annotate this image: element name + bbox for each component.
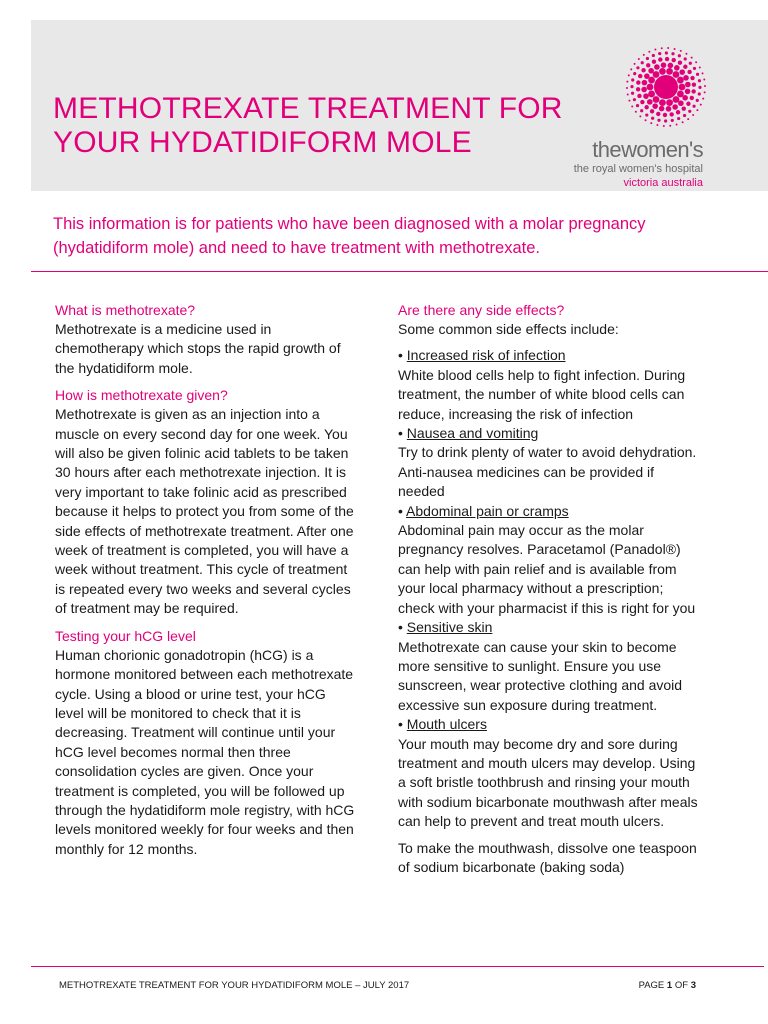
title-line-2: YOUR HYDATIDIFORM MOLE <box>53 126 472 159</box>
side-effects-intro: Some common side effects include: <box>398 321 619 337</box>
paragraph-what-is: Methotrexate is a medicine used in chemotherapy which stops the rapid growth of the hydatidiform mole. <box>55 321 341 376</box>
side-effect-text: White blood cells help to fight infection. During treatment, the number of white blood cells can reduce, increasing the risk of infection <box>398 366 686 422</box>
paragraph-testing-hcg: Human chorionic gonadotropin (hCG) is a hormone monitored between each methotrexate cycle. Using a blood or urine test, your hCG level will be monitored to check that it is decreasing. Treatment will continue until your hCG level becomes normal then three consolidation cycles are given. Once your treatment is completed, you will be followed up through the hydatidiform mole registry, with hCG levels monitored weekly for four weeks and then monthly for 12 months. <box>55 646 355 857</box>
heading-side-effects: Are there any side effects? <box>398 302 565 318</box>
side-effect-title <box>398 346 698 365</box>
logo-name: thewomen's <box>592 137 703 162</box>
page-current: 1 <box>666 980 673 991</box>
page-total: 3 <box>690 980 696 991</box>
page-label: PAGE <box>638 980 665 991</box>
side-effect-title-text: Sensitive skin <box>406 619 493 636</box>
side-effect-title-text: Increased risk of infection <box>406 347 566 364</box>
mouthwash-paragraph: To make the mouthwash, dissolve one teaspoon of sodium bicarbonate (baking soda) <box>398 839 697 875</box>
intro-text: This information is for patients who have been diagnosed with a molar pregnancy (hydatidiform mole) and need to have treatment with methotrexate. <box>53 215 646 257</box>
side-effect-text: Abdominal pain may occur as the molar pregnancy resolves. Paracetamol (Panadol®) can help with pain relief and is available from your local pharmacy without a prescription; check with your pharmacist if this is right for you <box>398 522 696 616</box>
flower-dots-icon <box>625 46 707 128</box>
side-effect-title <box>398 424 698 443</box>
side-effect-title <box>398 502 698 521</box>
bullet-glyph: • <box>398 716 403 733</box>
heading-how-given: How is methotrexate given? <box>55 387 228 404</box>
footer-page-number <box>639 980 696 991</box>
side-effect-title-text: Nausea and vomiting <box>406 425 539 442</box>
heading-testing-hcg: Testing your hCG level <box>55 627 196 644</box>
bullet-glyph: • <box>398 347 403 364</box>
paragraph-how-given: Methotrexate is given as an injection into a muscle on every second day for one week. You will also be given folinic acid tablets to be taken 30 hours after each methotrexate injection. It is very important to take folinic acid as prescribed because it helps to protect you from some of the side effects of methotrexate treatment. After one week of treatment is completed, you will have a week without treatment. This cycle of treatment is repeated every two weeks and several cycles of treatment may be required. <box>55 406 354 617</box>
page-title <box>53 92 563 160</box>
header-banner <box>31 20 768 191</box>
side-effect-title <box>398 715 698 734</box>
side-effect-text: Your mouth may become dry and sore during treatment and mouth ulcers may develop. Using a soft bristle toothbrush and rinsing your mouth with sodium bicarbonate mouthwash after meals can help to prevent and treat mouth ulcers. <box>398 735 698 830</box>
side-effect-title-text: Abdominal pain or cramps <box>406 502 569 519</box>
bottom-divider <box>31 966 764 967</box>
title-line-1: METHOTREXATE TREATMENT FOR <box>53 92 563 125</box>
side-effect-text: Try to drink plenty of water to avoid dehydration. Anti-nausea medicines can be provided if needed <box>398 444 697 500</box>
page-of: OF <box>674 980 689 991</box>
logo-location: victoria australia <box>623 177 703 189</box>
heading-what-is: What is methotrexate? <box>55 302 196 318</box>
left-column <box>55 300 355 866</box>
footer-document-title: METHOTREXATE TREATMENT FOR YOUR HYDATIDIFORM MOLE – JULY 2017 <box>59 980 410 991</box>
logo-subtitle: the royal women's hospital <box>573 163 703 175</box>
side-effect-title <box>398 618 698 637</box>
top-divider <box>31 271 768 272</box>
bullet-glyph: • <box>398 619 403 636</box>
right-column <box>398 300 698 884</box>
womens-hospital-logo <box>571 46 746 191</box>
side-effect-text: Methotrexate can cause your skin to become more sensitive to sunlight. Ensure you use sunscreen, wear protective clothing and avoid excessive sun exposure during treatment. <box>398 638 683 713</box>
bullet-glyph: • <box>398 425 403 442</box>
side-effect-title-text: Mouth ulcers <box>406 716 487 733</box>
bullet-glyph: • <box>398 502 403 519</box>
